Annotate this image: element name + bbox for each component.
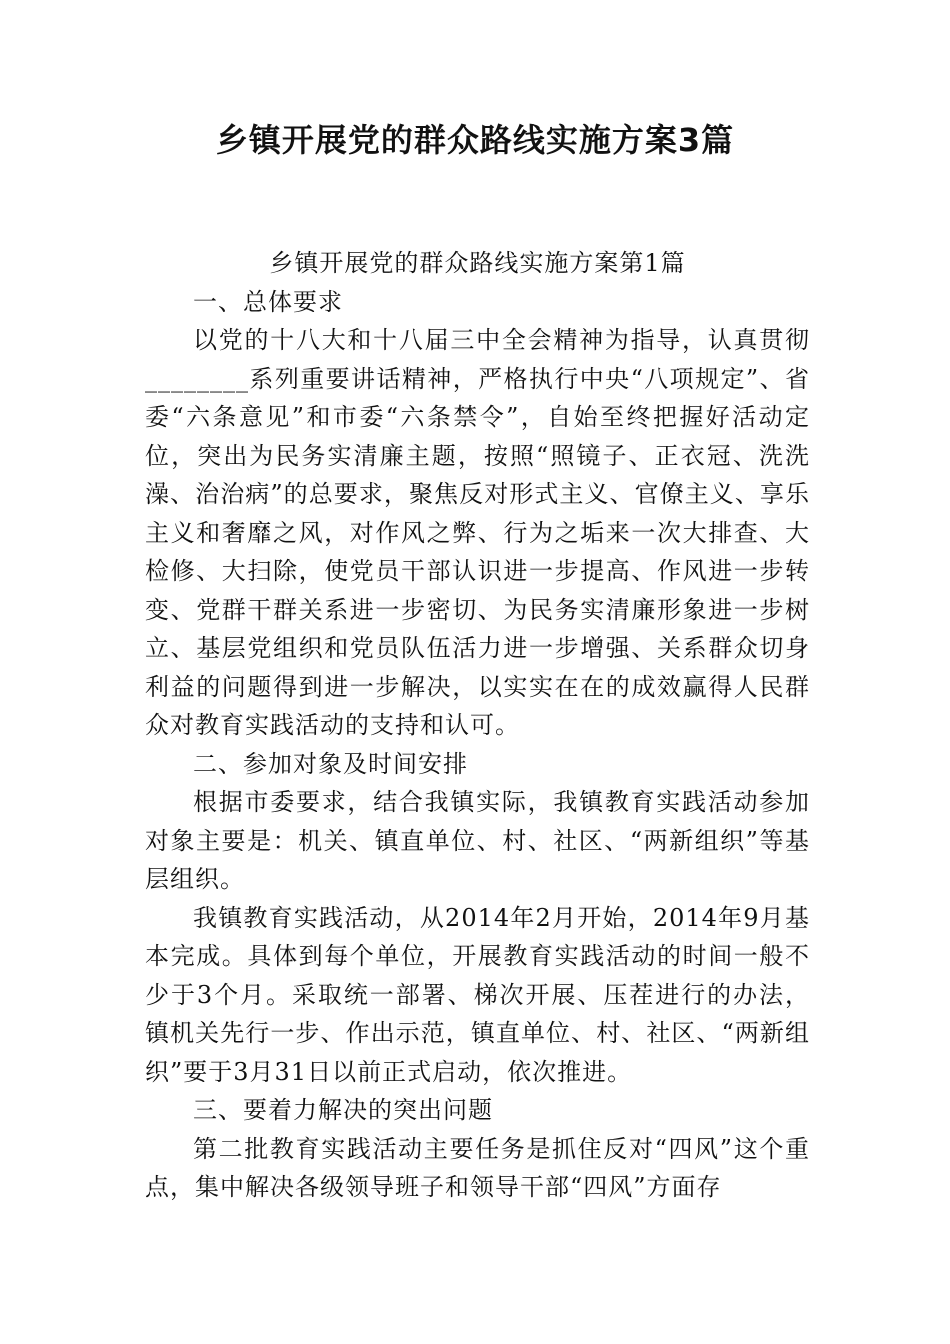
paragraph-general-requirements: 以党的十八大和十八届三中全会精神为指导，认真贯彻________系列重要讲话精神，严格执行中央“八项规定”、省委“六条意见”和市委“六条禁令”，自始至终把握好活动定位，突出为民务实清廉主题，按照“照镜子、正衣冠、洗洗澡、治治病”的总要求，聚焦反对形式主义、官僚主义、享乐主义和奢靡之风，对作风之弊、行为之垢来一次大排查、大检修、大扫除，使党员干部认识进一步提高、作风进一步转变、党群干群关系进一步密切、为民务实清廉形象进一步树立、基层党组织和党员队伍活力进一步增强、关系群众切身利益的问题得到进一步解决，以实实在在的成效赢得人民群众对教育实践活动的支持和认可。 <box>145 326 810 739</box>
paragraph-key-problems: 第二批教育实践活动主要任务是抓住反对“四风”这个重点，集中解决各级领导班子和领导干部“四风”方面存 <box>145 1134 810 1201</box>
heading-key-problems: 三、要着力解决的突出问题 <box>193 1096 493 1124</box>
document-body <box>145 244 810 1207</box>
heading-general-requirements: 一、总体要求 <box>193 287 343 316</box>
paragraph-schedule: 我镇教育实践活动，从2014年2月开始，2014年9月基本完成。具体到每个单位，开展教育实践活动的时间一般不少于3个月。采取统一部署、梯次开展、压茬进行的办法，镇机关先行一步、作出示范，镇直单位、村、社区、“两新组织”要于3月31日以前正式启动，依次推进。 <box>145 903 810 1086</box>
heading-participants-schedule: 二、参加对象及时间安排 <box>193 749 468 778</box>
paragraph-participants: 根据市委要求，结合我镇实际，我镇教育实践活动参加对象主要是：机关、镇直单位、村、社区、“两新组织”等基层组织。 <box>145 788 810 893</box>
section-title: 乡镇开展党的群众路线实施方案第1篇 <box>269 249 686 277</box>
document-title: 乡镇开展党的群众路线实施方案3篇 <box>215 121 735 159</box>
